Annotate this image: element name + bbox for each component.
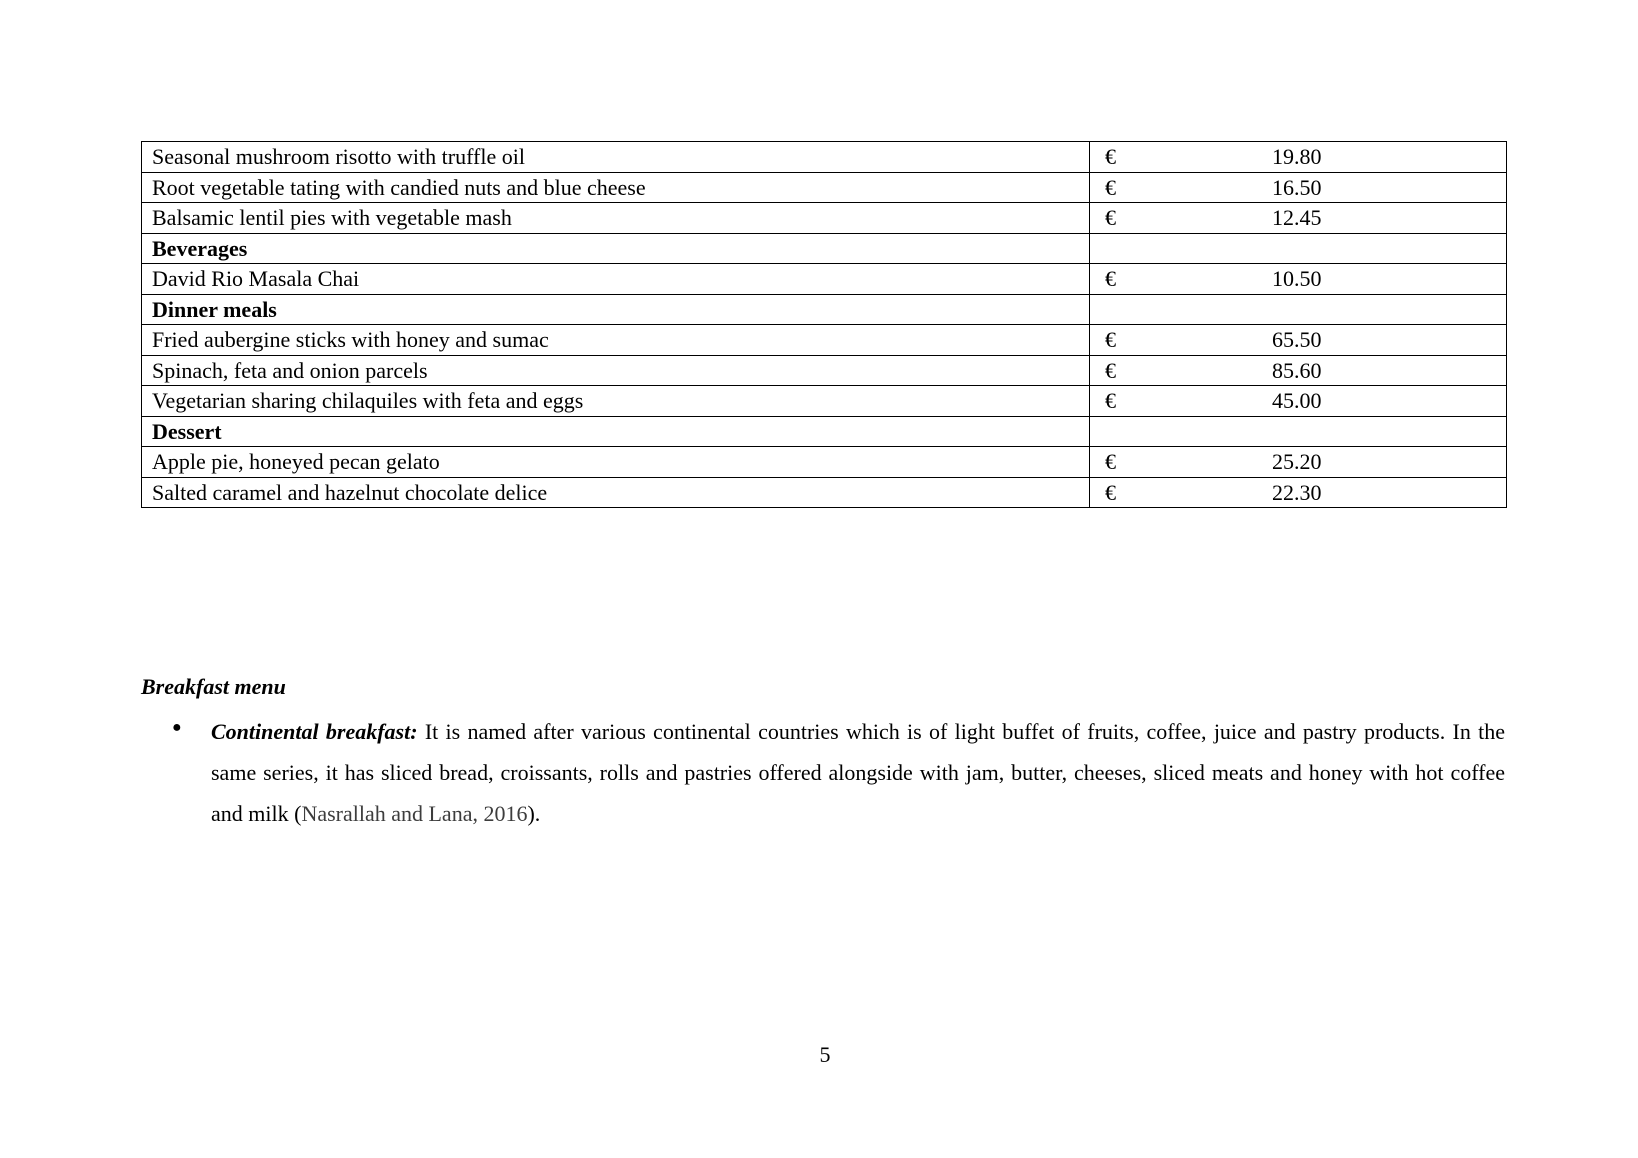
menu-price-cell bbox=[1090, 142, 1507, 173]
price-amount: 19.80 bbox=[1272, 144, 1322, 170]
continental-breakfast-text: It is named after various continental countries which is of light buffet of fruits, coffee, juice and pastry products. In the same series, it has sliced bread, croissants, rolls and pastries offered alongside with jam, butter, cheeses, sliced meats and honey with hot coffee and milk ( bbox=[211, 719, 1505, 826]
menu-price-cell bbox=[1090, 386, 1507, 417]
menu-item-name: Fried aubergine sticks with honey and sumac bbox=[142, 325, 1090, 356]
currency-symbol: € bbox=[1105, 388, 1116, 414]
menu-price-table bbox=[141, 141, 1507, 508]
price-amount: 12.45 bbox=[1272, 205, 1322, 231]
price-amount: 85.60 bbox=[1272, 357, 1322, 383]
currency-symbol: € bbox=[1105, 357, 1116, 383]
menu-price-cell bbox=[1090, 416, 1507, 447]
continental-breakfast-label: Continental breakfast: bbox=[211, 719, 418, 744]
menu-item-name: Root vegetable tating with candied nuts and blue cheese bbox=[142, 172, 1090, 203]
menu-price-cell bbox=[1090, 447, 1507, 478]
menu-item-name: Salted caramel and hazelnut chocolate delice bbox=[142, 477, 1090, 508]
currency-symbol: € bbox=[1105, 266, 1116, 292]
menu-item-name: Vegetarian sharing chilaquiles with feta and eggs bbox=[142, 386, 1090, 417]
menu-item-row bbox=[142, 264, 1507, 295]
menu-item-row bbox=[142, 477, 1507, 508]
menu-price-cell bbox=[1090, 325, 1507, 356]
menu-item-name: Spinach, feta and onion parcels bbox=[142, 355, 1090, 386]
currency-symbol: € bbox=[1105, 449, 1116, 475]
menu-item-name: Balsamic lentil pies with vegetable mash bbox=[142, 203, 1090, 234]
menu-item-name: Seasonal mushroom risotto with truffle oil bbox=[142, 142, 1090, 173]
price-amount: 25.20 bbox=[1272, 449, 1322, 475]
menu-section-row bbox=[142, 233, 1507, 264]
menu-item-name: David Rio Masala Chai bbox=[142, 264, 1090, 295]
menu-section-row bbox=[142, 294, 1507, 325]
menu-item-row bbox=[142, 325, 1507, 356]
price-amount: 65.50 bbox=[1272, 327, 1322, 353]
menu-item-row bbox=[142, 172, 1507, 203]
menu-section-heading: Dinner meals bbox=[142, 294, 1090, 325]
price-amount: 16.50 bbox=[1272, 174, 1322, 200]
continental-breakfast-paragraph bbox=[211, 711, 1505, 834]
price-amount: 45.00 bbox=[1272, 388, 1322, 414]
menu-item-row bbox=[142, 386, 1507, 417]
currency-symbol: € bbox=[1105, 479, 1116, 505]
menu-section-heading: Dessert bbox=[142, 416, 1090, 447]
menu-price-cell bbox=[1090, 294, 1507, 325]
menu-item-name: Apple pie, honeyed pecan gelato bbox=[142, 447, 1090, 478]
menu-price-cell bbox=[1090, 355, 1507, 386]
menu-price-cell bbox=[1090, 477, 1507, 508]
price-amount: 10.50 bbox=[1272, 266, 1322, 292]
menu-price-cell bbox=[1090, 203, 1507, 234]
breakfast-menu-heading: Breakfast menu bbox=[141, 674, 286, 699]
bullet-icon: ● bbox=[172, 719, 182, 736]
currency-symbol: € bbox=[1105, 174, 1116, 200]
menu-item-row bbox=[142, 355, 1507, 386]
menu-price-cell bbox=[1090, 264, 1507, 295]
menu-price-cell bbox=[1090, 233, 1507, 264]
price-amount: 22.30 bbox=[1272, 479, 1322, 505]
menu-item-row bbox=[142, 447, 1507, 478]
currency-symbol: € bbox=[1105, 205, 1116, 231]
paragraph-closing: ). bbox=[527, 801, 541, 826]
menu-section-row bbox=[142, 416, 1507, 447]
menu-price-cell bbox=[1090, 172, 1507, 203]
currency-symbol: € bbox=[1105, 327, 1116, 353]
menu-item-row bbox=[142, 203, 1507, 234]
currency-symbol: € bbox=[1105, 144, 1116, 170]
menu-table-body bbox=[142, 142, 1507, 508]
menu-item-row bbox=[142, 142, 1507, 173]
citation: Nasrallah and Lana, 2016 bbox=[301, 801, 528, 826]
menu-section-heading: Beverages bbox=[142, 233, 1090, 264]
page-number: 5 bbox=[819, 1042, 831, 1067]
